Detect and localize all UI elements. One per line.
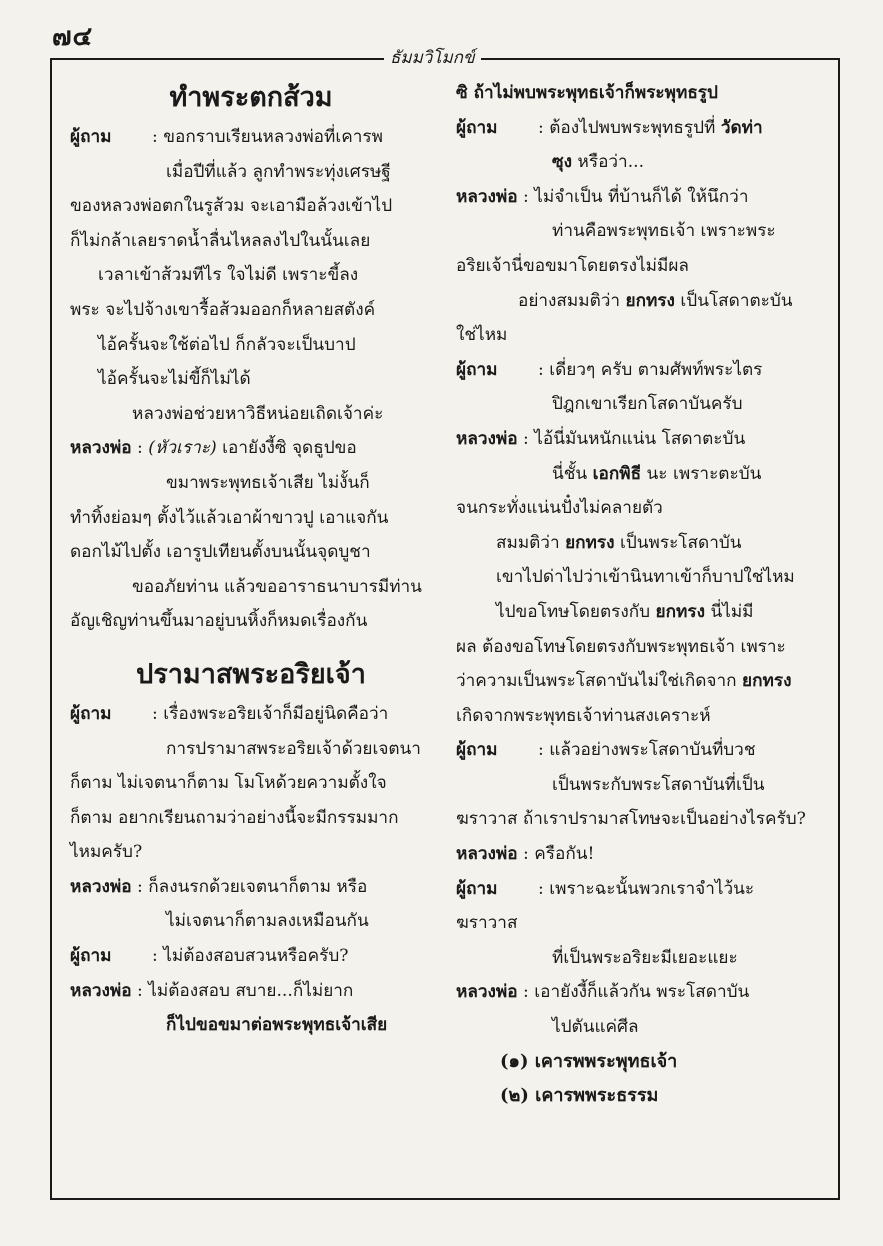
page-number: ๗๔ <box>52 22 94 52</box>
list-item: (๒) เคารพพระธรรม <box>500 1085 659 1107</box>
text-line: เวลาเข้าส้วมทีไร ใจไม่ดี เพราะขี้ลง <box>98 265 359 286</box>
speaker-label: ผู้ถาม <box>70 946 112 967</box>
running-header: ธัมมวิโมกข์ <box>384 44 481 71</box>
text-line: ดอกไม้ไปตั้ง เอารูปเทียนตั้งบนนั้นจุดบูชา <box>70 542 371 563</box>
text-line: จนกระทั่งแน่นปั๋งไม่คลายตัว <box>456 498 663 519</box>
speaker-label: หลวงพ่อ <box>70 876 132 897</box>
text-line: หลวงพ่อ : เอายังงี้ก็แล้วกัน พระโสดาบัน <box>456 975 818 1010</box>
text-line: หลวงพ่อ : ก็ลงนรกด้วยเจตนาก็ตาม หรือ <box>70 870 432 905</box>
text-line: ของหลวงพ่อตกในรูส้วม จะเอามือล้วงเข้าไป <box>70 196 393 217</box>
text-line: ขออภัยท่าน แล้วขออาราธนาบารมีท่าน <box>132 576 422 597</box>
right-column <box>456 76 818 1114</box>
text-line: ว่าความเป็นพระโสดาบันไม่ใช่เกิดจาก ยกทรง <box>456 671 792 692</box>
text-line: เกิดจากพระพุทธเจ้าท่านสงเคราะห์ <box>456 705 711 726</box>
speaker-label: ผู้ถาม <box>456 878 498 899</box>
speaker-label: หลวงพ่อ <box>456 428 518 449</box>
speaker-label: หลวงพ่อ <box>70 438 132 459</box>
speaker-label: ผู้ถาม <box>456 117 498 138</box>
speaker-label: หลวงพ่อ <box>456 844 518 865</box>
text-line: ใช่ไหม <box>456 325 508 346</box>
text-line: ผู้ถาม : ต้องไปพบพระพุทธรูปที่ วัดท่า <box>456 111 818 146</box>
text-line: หลวงพ่อ : ไม่จำเป็น ที่บ้านก็ได้ ให้นึกว่า <box>456 180 818 215</box>
text-line: หลวงพ่อ : ไม่ต้องสอบ สบาย...ก็ไม่ยาก <box>70 974 432 1009</box>
text-line: ไอ้ครั้นจะใช้ต่อไป ก็กลัวจะเป็นบาป <box>98 334 356 355</box>
speaker-label: หลวงพ่อ <box>456 186 518 207</box>
text-line: ผู้ถาม : แล้วอย่างพระโสดาบันที่บวช <box>456 733 818 768</box>
text-line: หลวงพ่อ : ไอ้นี่มันหนักแน่น โสดาตะบัน <box>456 422 818 457</box>
speaker-label: ผู้ถาม <box>70 703 112 724</box>
text-line: เป็นพระกับพระโสดาบันที่เป็น <box>552 774 765 795</box>
text-line: ไหมครับ? <box>70 842 143 863</box>
speaker-label: ผู้ถาม <box>456 740 498 761</box>
text-line: ปิฎกเขาเรียกโสดาบันครับ <box>552 394 743 415</box>
text-line: ซิ ถ้าไม่พบพระพุทธเจ้าก็พระพุทธรูป <box>456 83 718 103</box>
speaker-label: ผู้ถาม <box>70 127 112 147</box>
text-line: ทำทิ้งย่อมๆ ตั้งไว้แล้วเอาผ้าขาวปู เอาแจกัน <box>70 507 389 528</box>
text-line: เขาไปด่าไปว่าเข้านินทาเข้าก็บาปใช่ไหม <box>496 567 795 588</box>
speaker-label: ผู้ถาม <box>456 359 498 380</box>
text-line: ผู้ถาม : ขอกราบเรียนหลวงพ่อที่เคารพ <box>70 120 432 155</box>
text-line: ไอ้ครั้นจะไม่ขี้ก็ไม่ได้ <box>98 369 251 390</box>
list-item: (๑) เคารพพระพุทธเจ้า <box>500 1050 678 1072</box>
text-line: ผู้ถาม : ไม่ต้องสอบสวนหรือครับ? <box>70 939 432 974</box>
text-line: หลวงพ่อ : (หัวเราะ) เอายังงี้ซิ จุดธูปขอ <box>70 431 432 466</box>
text-line: ไปตันแค่ศีล <box>552 1017 639 1038</box>
text-line: อัญเชิญท่านขึ้นมาอยู่บนหิ้งก็หมดเรื่องกัน <box>70 611 368 632</box>
text-line: สมมติว่า ยกทรง เป็นพระโสดาบัน <box>496 532 742 553</box>
text-line: อย่างสมมติว่า ยกทรง เป็นโสดาตะบัน <box>518 290 793 311</box>
section-heading-2: ปรามาสพระอริยเจ้า <box>136 658 366 690</box>
text-line: ไปขอโทษโดยตรงกับ ยกทรง นี่ไม่มี <box>496 601 754 622</box>
text-line: ท่านคือพระพุทธเจ้า เพราะพระ <box>552 221 776 242</box>
text-line: ที่เป็นพระอริยะมีเยอะแยะ <box>552 947 738 968</box>
speaker-label: หลวงพ่อ <box>70 980 132 1001</box>
text-line: ผู้ถาม : เพราะฉะนั้นพวกเราจำไว้นะ ฆราวาส <box>456 872 818 941</box>
text-line: ขมาพระพุทธเจ้าเสีย ไม่งั้นก็ <box>166 472 370 493</box>
speaker-label: หลวงพ่อ <box>456 982 518 1003</box>
text-line: หลวงพ่อช่วยหาวิธีหน่อยเถิดเจ้าค่ะ <box>132 403 384 424</box>
text-line: ซุง หรือว่า... <box>552 152 645 173</box>
text-line: อริยเจ้านี่ขอขมาโดยตรงไม่มีผล <box>456 255 689 276</box>
left-column <box>70 76 432 1043</box>
text-line: หลวงพ่อ : ครือกัน! <box>456 837 818 872</box>
text-line: ก็ไม่กล้าเลยราดน้ำลื่นไหลลงไปในนั้นเลย <box>70 230 371 251</box>
text-line: ผู้ถาม : เรื่องพระอริยเจ้าก็มีอยู่นิดคือว่า <box>70 697 432 732</box>
text-line: ก็ตาม อยากเรียนถามว่าอย่างนี้จะมีกรรมมาก <box>70 807 399 828</box>
text-line: ฆราวาส ถ้าเราปรามาสโทษจะเป็นอย่างไรครับ? <box>456 809 806 830</box>
text-line: ไม่เจตนาก็ตามลงเหมือนกัน <box>166 911 369 932</box>
text-line: การปรามาสพระอริยเจ้าด้วยเจตนา <box>166 738 421 759</box>
text-line: พระ จะไปจ้างเขารื้อส้วมออกก็หลายสตังค์ <box>70 299 376 320</box>
text-line: ผู้ถาม : เดี่ยวๆ ครับ ตามศัพท์พระไตร <box>456 353 818 388</box>
text-line: เมื่อปีที่แล้ว ลูกทำพระทุ่งเศรษฐี <box>166 161 391 182</box>
section-heading-1: ทำพระตกส้วม <box>169 82 333 113</box>
text-line: ก็ตาม ไม่เจตนาก็ตาม โมโหด้วยความตั้งใจ <box>70 773 387 794</box>
text-line: นี่ชั้น เอกพิธี นะ เพราะตะบัน <box>552 463 762 484</box>
text-line: ก็ไปขอขมาต่อพระพุทธเจ้าเสีย <box>166 1015 388 1036</box>
text-line: ผล ต้องขอโทษโดยตรงกับพระพุทธเจ้า เพราะ <box>456 636 786 657</box>
